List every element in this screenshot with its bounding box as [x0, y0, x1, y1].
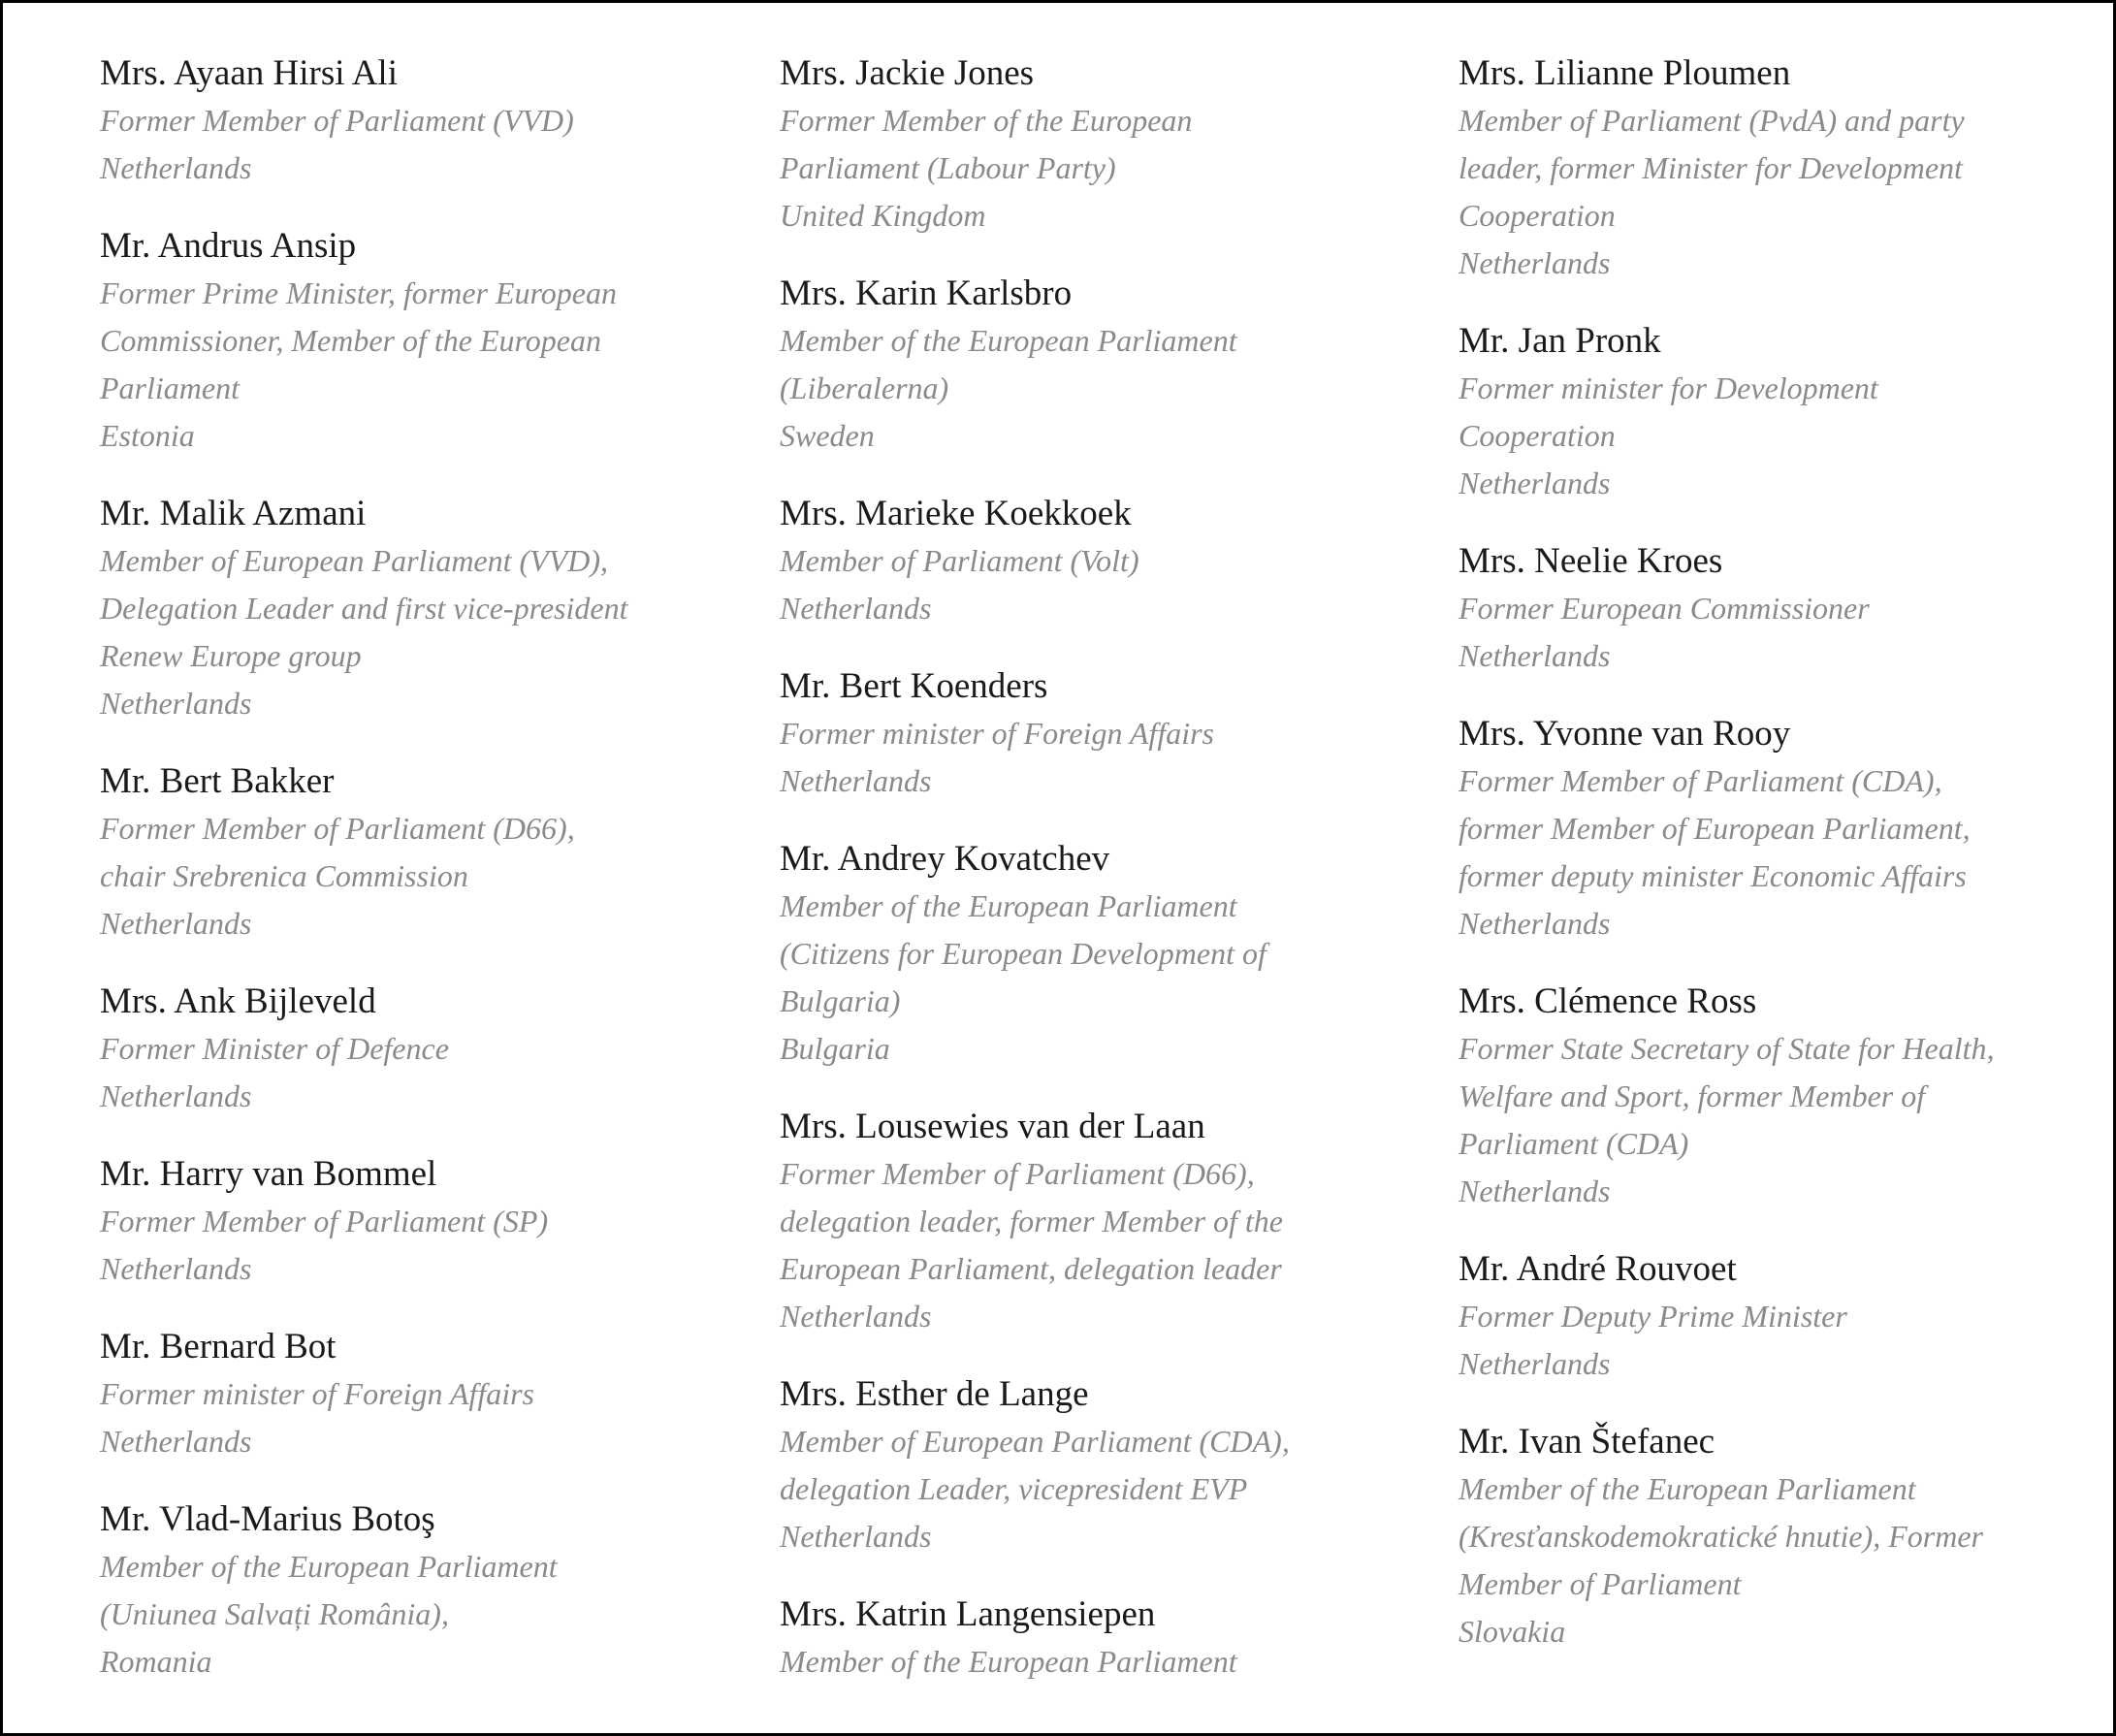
person-role: Former minister for Development Cooperation	[1459, 370, 1878, 453]
person-country: Netherlands	[1459, 1346, 1611, 1381]
list-item	[100, 1495, 740, 1686]
person-name: Mr. Andrey Kovatchev	[780, 839, 1110, 879]
person-country: Netherlands	[100, 1078, 252, 1113]
person-role: Former State Secretary of State for Health, Welfare and Sport, former Member of Parliament (CDA)	[1459, 1031, 1995, 1161]
person-name: Mrs. Ayaan Hirsi Ali	[100, 53, 398, 93]
person-country: Estonia	[100, 418, 195, 453]
list-item	[780, 662, 1420, 805]
person-country: Netherlands	[1459, 638, 1611, 673]
person-role: Member of the European Parliament	[780, 1644, 1237, 1679]
list-item	[780, 1370, 1420, 1560]
list-item	[1459, 710, 2099, 948]
person-role: Former Deputy Prime Minister	[1459, 1299, 1847, 1334]
person-role: Member of Parliament (Volt)	[780, 543, 1139, 578]
person-country: Romania	[100, 1644, 212, 1679]
list-item	[100, 978, 740, 1120]
person-role: Former Member of Parliament (SP)	[100, 1204, 549, 1238]
person-country: Netherlands	[1459, 1173, 1611, 1208]
list-item	[1459, 978, 2099, 1215]
person-name: Mr. Jan Pronk	[1459, 321, 1661, 361]
person-name: Mr. Andrus Ansip	[100, 226, 357, 266]
list-item	[1459, 1245, 2099, 1388]
column-3	[1459, 49, 2099, 1686]
person-role: Former minister of Foreign Affairs	[780, 716, 1214, 751]
list-item	[100, 1150, 740, 1293]
person-country: Netherlands	[100, 1424, 252, 1459]
list-item	[100, 49, 740, 192]
list-item	[780, 49, 1420, 240]
person-name: Mrs. Karin Karlsbro	[780, 273, 1073, 313]
person-name: Mr. Bert Koenders	[780, 666, 1048, 706]
person-country: Netherlands	[1459, 245, 1611, 280]
person-country: Netherlands	[100, 1251, 252, 1286]
person-name: Mrs. Ank Bijleveld	[100, 981, 376, 1021]
person-country: Netherlands	[1459, 466, 1611, 500]
person-name: Mr. Vlad-Marius Botoş	[100, 1499, 435, 1539]
person-country: Netherlands	[100, 150, 252, 185]
person-country: Netherlands	[1459, 906, 1611, 941]
person-name: Mrs. Lilianne Ploumen	[1459, 53, 1791, 93]
person-name: Mrs. Katrin Langensiepen	[780, 1594, 1156, 1634]
list-item	[100, 490, 740, 727]
column-2	[780, 49, 1420, 1716]
list-item	[100, 757, 740, 948]
person-country: Netherlands	[780, 591, 932, 626]
person-country: Netherlands	[780, 1519, 932, 1554]
person-role: Member of European Parliament (VVD), Delegation Leader and first vice-president Renew Europe group	[100, 543, 628, 673]
list-item	[780, 490, 1420, 632]
person-role: Member of the European Parliament (Liberalerna)	[780, 323, 1237, 405]
column-1	[100, 49, 740, 1716]
person-role: Member of European Parliament (CDA), delegation Leader, vicepresident EVP	[780, 1424, 1290, 1506]
person-country: Sweden	[780, 418, 875, 453]
person-name: Mrs. Neelie Kroes	[1459, 541, 1723, 581]
list-item	[1459, 317, 2099, 507]
list-item	[100, 1323, 740, 1465]
person-country: Netherlands	[780, 763, 932, 798]
list-item	[780, 835, 1420, 1073]
person-name: Mr. Bert Bakker	[100, 761, 335, 801]
person-country: United Kingdom	[780, 198, 986, 233]
person-name: Mrs. Clémence Ross	[1459, 981, 1757, 1021]
list-item	[1459, 1418, 2099, 1656]
list-item	[1459, 537, 2099, 680]
signatory-list	[100, 49, 2078, 1736]
list-item	[780, 1591, 1420, 1686]
person-country: Netherlands	[100, 906, 252, 941]
person-role: Member of Parliament (PvdA) and party leader, former Minister for Development Cooperation	[1459, 103, 1965, 233]
person-name: Mrs. Marieke Koekkoek	[780, 494, 1132, 533]
person-role: Former minister of Foreign Affairs	[100, 1376, 534, 1411]
list-item	[780, 1103, 1420, 1340]
person-name: Mr. Malik Azmani	[100, 494, 367, 533]
person-role: Former Member of Parliament (VVD)	[100, 103, 574, 138]
list-item	[100, 222, 740, 460]
person-role: Former Prime Minister, former European Commissioner, Member of the European Parliament	[100, 275, 617, 405]
person-role: Former European Commissioner	[1459, 591, 1870, 626]
person-country: Netherlands	[100, 686, 252, 721]
person-role: Member of the European Parliament (Uniunea Salvați România),	[100, 1549, 558, 1631]
person-country: Bulgaria	[780, 1031, 890, 1066]
person-name: Mrs. Lousewies van der Laan	[780, 1107, 1205, 1146]
person-name: Mrs. Esther de Lange	[780, 1374, 1089, 1414]
person-role: Former Member of Parliament (D66), chair Srebrenica Commission	[100, 811, 575, 893]
person-role: Member of the European Parliament (Citizens for European Development of Bulgaria)	[780, 888, 1266, 1018]
list-item	[1459, 49, 2099, 287]
person-name: Mrs. Yvonne van Rooy	[1459, 714, 1791, 754]
person-role: Former Minister of Defence	[100, 1031, 449, 1066]
person-name: Mr. Harry van Bommel	[100, 1154, 437, 1194]
person-role: Former Member of Parliament (D66), delegation leader, former Member of the European Parliament, delegation leader	[780, 1156, 1283, 1286]
list-item	[780, 270, 1420, 460]
person-name: Mrs. Jackie Jones	[780, 53, 1035, 93]
person-name: Mr. André Rouvoet	[1459, 1249, 1737, 1289]
person-role: Member of the European Parliament (Kresťanskodemokratické hnutie), Former Member of Parliament	[1459, 1471, 1983, 1601]
person-name: Mr. Ivan Štefanec	[1459, 1422, 1715, 1462]
person-role: Former Member of the European Parliament (Labour Party)	[780, 103, 1193, 185]
person-name: Mr. Bernard Bot	[100, 1327, 337, 1366]
person-role: Former Member of Parliament (CDA), former Member of European Parliament, former deputy minister Economic Affairs	[1459, 763, 1971, 893]
person-country: Netherlands	[780, 1299, 932, 1334]
person-country: Slovakia	[1459, 1614, 1566, 1649]
